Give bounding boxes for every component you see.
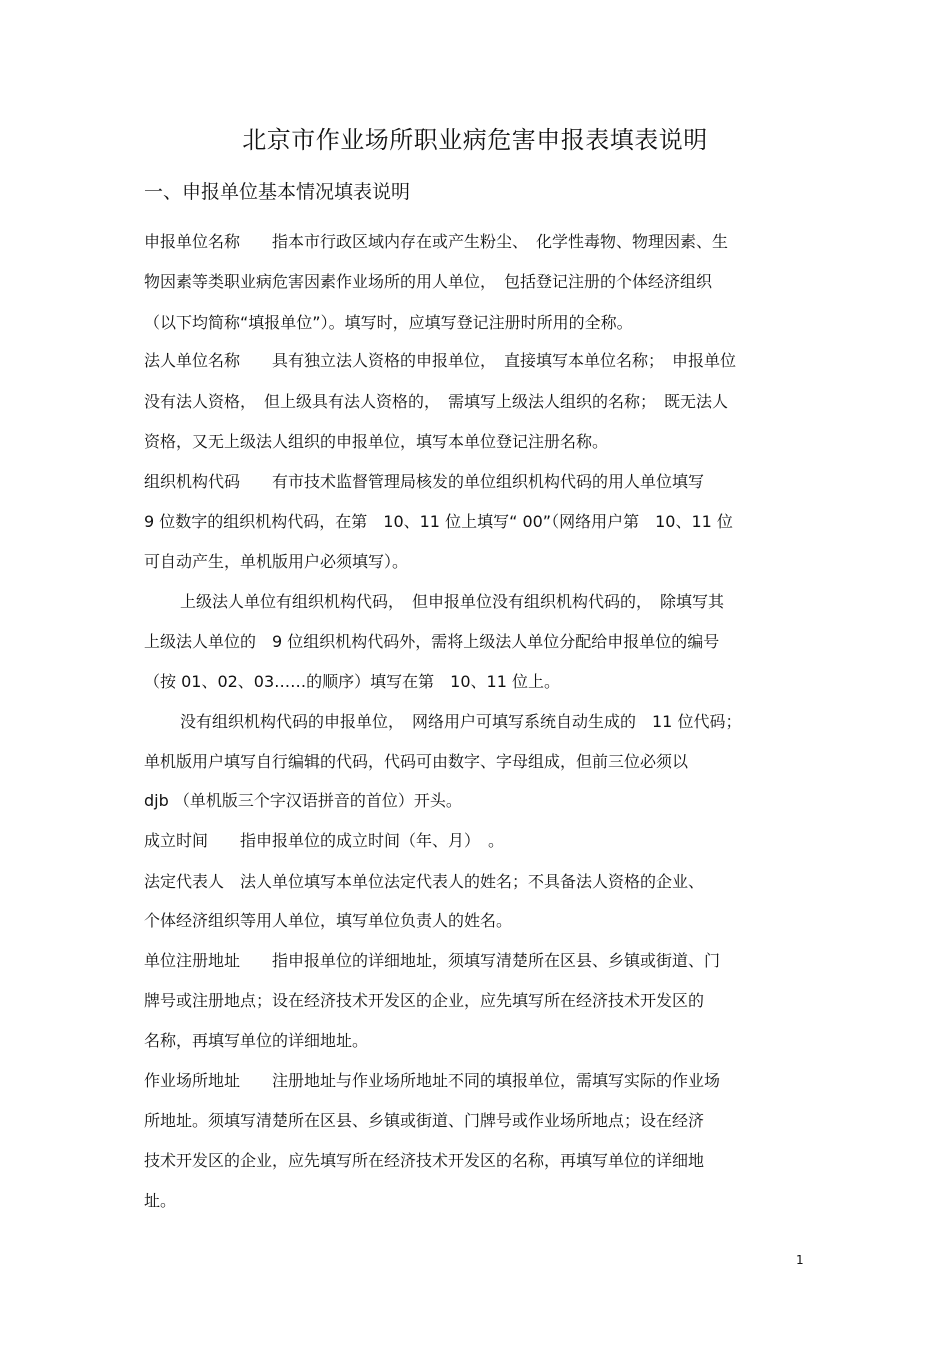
text-line: 法人单位名称 具有独立法人资格的申报单位， 直接填写本单位名称； 申报单位 [144, 351, 737, 370]
text-line: 上级法人单位的 9 位组织机构代码外，需将上级法人单位分配给申报单位的编号 [144, 632, 720, 651]
text-line: djb （单机版三个字汉语拼音的首位）开头。 [144, 791, 462, 810]
text-line: 牌号或注册地点；设在经济技术开发区的企业，应先填写所在经济技术开发区的 [144, 991, 705, 1010]
text-line: 址。 [144, 1191, 177, 1210]
document-title: 北京市作业场所职业病危害申报表填表说明 [242, 126, 708, 154]
text-line: 没有法人资格， 但上级具有法人资格的， 需填写上级法人组织的名称； 既无法人 [144, 392, 729, 411]
text-line: 技术开发区的企业，应先填写所在经济技术开发区的名称，再填写单位的详细地 [144, 1151, 705, 1170]
text-line: 没有组织机构代码的申报单位， 网络用户可填写系统自动生成的 11 位代码； [180, 712, 742, 731]
text-line: 个体经济组织等用人单位，填写单位负责人的姓名。 [144, 911, 513, 930]
text-line: 上级法人单位有组织机构代码， 但申报单位没有组织机构代码的， 除填写其 [180, 592, 725, 611]
text-line: 组织机构代码 有市技术监督管理局核发的单位组织机构代码的用人单位填写 [144, 472, 705, 491]
text-line: 物因素等类职业病危害因素作业场所的用人单位， 包括登记注册的个体经济组织 [144, 272, 713, 291]
text-line: 可自动产生，单机版用户必须填写）。 [144, 552, 409, 571]
text-line: （按 01、02、03……的顺序）填写在第 10、11 位上。 [144, 672, 560, 691]
text-line: 所地址。须填写清楚所在区县、乡镇或街道、门牌号或作业场所地点；设在经济 [144, 1111, 705, 1130]
text-line: 单机版用户填写自行编辑的代码，代码可由数字、字母组成，但前三位必须以 [144, 752, 689, 771]
text-line: 单位注册地址 指申报单位的详细地址，须填写清楚所在区县、乡镇或街道、门 [144, 951, 721, 970]
page-number: 1 [796, 1253, 804, 1267]
text-line: 资格，又无上级法人组织的申报单位，填写本单位登记注册名称。 [144, 432, 609, 451]
text-line: 作业场所地址 注册地址与作业场所地址不同的填报单位，需填写实际的作业场 [144, 1071, 721, 1090]
section-heading: 一、申报单位基本情况填表说明 [144, 181, 411, 203]
text-line: 法定代表人 法人单位填写本单位法定代表人的姓名；不具备法人资格的企业、 [144, 872, 705, 891]
text-line: 申报单位名称 指本市行政区域内存在或产生粉尘、 化学性毒物、物理因素、生 [144, 232, 729, 251]
text-line: 名称，再填写单位的详细地址。 [144, 1031, 369, 1050]
text-line: 成立时间 指申报单位的成立时间（年、月） 。 [144, 831, 505, 850]
text-line: （以下均简称“填报单位”）。填写时，应填写登记注册时所用的全称。 [144, 313, 633, 332]
text-line: 9 位数字的组织机构代码，在第 10、11 位上填写“ 00”（网络用户第 10、11 位 [144, 512, 733, 531]
